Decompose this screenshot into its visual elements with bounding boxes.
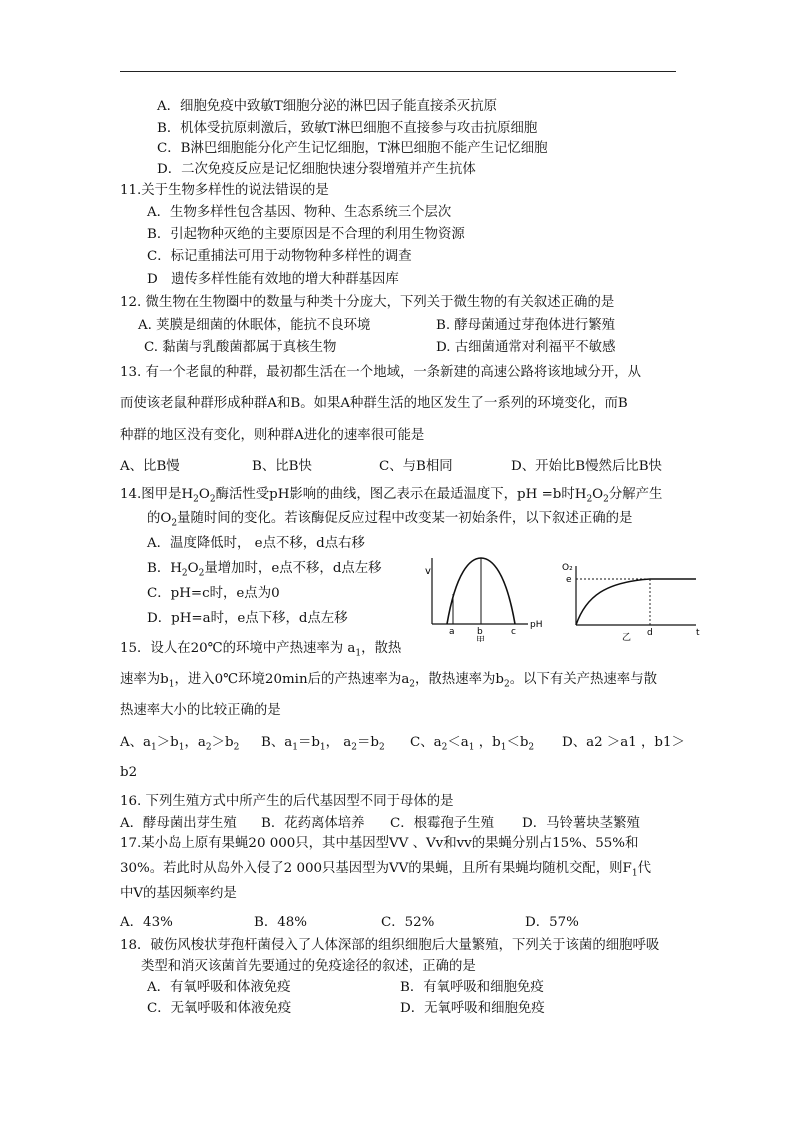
yi-caption: 乙 — [622, 633, 632, 642]
q12-option-d: D. 古细菌通常对利福平不敏感 — [436, 340, 616, 355]
q17-option-c: C．52% — [381, 915, 435, 930]
q16-option-d: D．马铃薯块茎繁殖 — [522, 816, 640, 831]
header-rule — [120, 71, 676, 72]
jia-xlabel: pH — [530, 620, 543, 630]
q16-option-c: C．根霉孢子生殖 — [390, 816, 494, 831]
q16-option-b: B．花药离体培养 — [261, 816, 365, 831]
q10-option-c: C．B淋巴细胞能分化产生记忆细胞，T淋巴细胞不能产生记忆细胞 — [157, 141, 548, 156]
q10-option-a: A．细胞免疫中致敏T细胞分泌的淋巴因子能直接杀灭抗原 — [157, 99, 497, 114]
q17-option-d: D．57% — [525, 915, 579, 930]
q16-stem: 16. 下列生殖方式中所产生的后代基因型不同于母体的是 — [120, 794, 454, 809]
q11-option-a: A．生物多样性包含基因、物种、生态系统三个层次 — [147, 205, 452, 220]
q14-option-c: C．pH=c时，e点为0 — [147, 586, 280, 601]
jia-tick-b: b — [477, 627, 483, 637]
yi-curve — [576, 579, 696, 625]
q15-line-1: 15．设人在20℃的环境中产热速率为 $a_1$，散热 — [120, 641, 402, 659]
q17-line-1: 17.某小岛上原有果蝇20 000只，其中基因型VV 、Vv和vv的果蝇分别占15%、55%和 — [120, 836, 639, 851]
q15-option-b: B、$a_1=b_1$， $a_2=b_2$ — [261, 735, 385, 753]
q14-stem-line-2: 的$O_2$量随时间的变化。若该酶促反应过程中改变某一初始条件，以下叙述正确的是 — [147, 511, 633, 529]
q16-option-a: A．酵母菌出芽生殖 — [120, 816, 237, 831]
q17-line-3: 中V的基因频率约是 — [120, 886, 237, 901]
yi-point-e: e — [566, 575, 572, 585]
q10-option-b: B．机体受抗原刺激后，致敏T淋巴细胞不直接参与攻击抗原细胞 — [157, 121, 538, 136]
q11-option-c: C．标记重捕法可用于动物物种多样性的调查 — [147, 249, 412, 264]
q13-option-d: D、开始比B慢然后比B快 — [511, 459, 662, 474]
q13-line-1: 13. 有一个老鼠的种群，最初都生活在一个地域，一条新建的高速公路将该地域分开，从 — [120, 365, 642, 380]
yi-ylabel: O₂ — [562, 563, 573, 573]
q18-option-c: C．无氧呼吸和体液免疫 — [147, 1001, 292, 1016]
figure-jia — [418, 552, 553, 642]
q14-option-d: D．pH=a时，e点下移，d点左移 — [147, 611, 348, 626]
jia-ylabel: v — [425, 566, 431, 577]
q18-option-d: D．无氧呼吸和细胞免疫 — [400, 1001, 545, 1016]
q11-stem: 11.关于生物多样性的说法错误的是 — [120, 183, 329, 198]
q13-line-3: 种群的地区没有变化，则种群A进化的速率很可能是 — [120, 428, 425, 443]
q15-line-2: 速率为$b_1$，进入0℃环境20min后的产热速率为$a_2$，散热速率为$b_2$。以下有关产热速率与散 — [120, 672, 657, 690]
q12-stem: 12. 微生物在生物圈中的数量与种类十分庞大，下列关于微生物的有关叙述正确的是 — [120, 295, 615, 310]
q13-option-a: A、比B慢 — [120, 459, 180, 474]
q18-option-a: A．有氧呼吸和体液免疫 — [147, 980, 291, 995]
q12-option-a: A. 荚膜是细菌的休眠体，能抗不良环境 — [138, 318, 371, 333]
q15-option-a: A、$a_1>b_1$，$a_2>b_2$ — [120, 735, 240, 753]
q13-option-c: C、与B相同 — [379, 459, 453, 474]
yi-point-d: d — [647, 628, 653, 638]
q18-line-1: 18．破伤风梭状芽孢杆菌侵入了人体深部的组织细胞后大量繁殖，下列关于该菌的细胞呼吸 — [120, 938, 660, 953]
q15-option-d-cont: b2 — [120, 765, 138, 780]
figure-yi — [560, 560, 705, 642]
q14-option-b: B．$H_2O_2$量增加时，e点不移，d点左移 — [147, 561, 382, 579]
q10-option-d: D．二次免疫反应是记忆细胞快速分裂增殖并产生抗体 — [157, 162, 476, 177]
q13-option-b: B、比B快 — [252, 459, 312, 474]
q12-option-c: C. 黏菌与乳酸菌都属于真核生物 — [144, 340, 337, 355]
q15-option-d: D、a2 ＞a1 ，b1＞ — [562, 735, 685, 750]
q11-option-d: D 遗传多样性能有效地的增大种群基因库 — [147, 272, 399, 287]
q11-option-b: B．引起物种灭绝的主要原因是不合理的利用生物资源 — [147, 227, 465, 242]
q13-line-2: 而使该老鼠种群形成种群A和B。如果A种群生活的地区发生了一系列的环境变化，而B — [120, 396, 628, 411]
q18-option-b: B．有氧呼吸和细胞免疫 — [400, 980, 544, 995]
jia-caption: 甲 — [476, 636, 486, 642]
q17-line-2: 30%。若此时从岛外入侵了2 000只基因型为VV的果蝇，且所有果蝇均随机交配，则$F_1$代 — [120, 861, 651, 879]
q14-stem-line-1: 14.图甲是$H_2O_2$酶活性受pH影响的曲线，图乙表示在最适温度下，pH =b时$H_2O_2$分解产生 — [120, 487, 663, 505]
q14-option-a: A．温度降低时， e点不移，d点右移 — [147, 536, 365, 551]
q17-option-b: B．48% — [254, 915, 307, 930]
q15-option-c: C、$a_2<a_1$ ，$b_1<b_2$ — [410, 735, 535, 753]
q17-option-a: A．43% — [120, 915, 173, 930]
jia-tick-a: a — [449, 627, 455, 637]
q12-option-b: B. 酵母菌通过芽孢体进行繁殖 — [436, 318, 616, 333]
yi-xlabel: t — [696, 628, 700, 638]
q15-line-3: 热速率大小的比较正确的是 — [120, 703, 281, 718]
jia-tick-c: c — [511, 627, 516, 637]
q18-line-2: 类型和消灭该菌首先要通过的免疫途径的叙述，正确的是 — [141, 959, 476, 974]
